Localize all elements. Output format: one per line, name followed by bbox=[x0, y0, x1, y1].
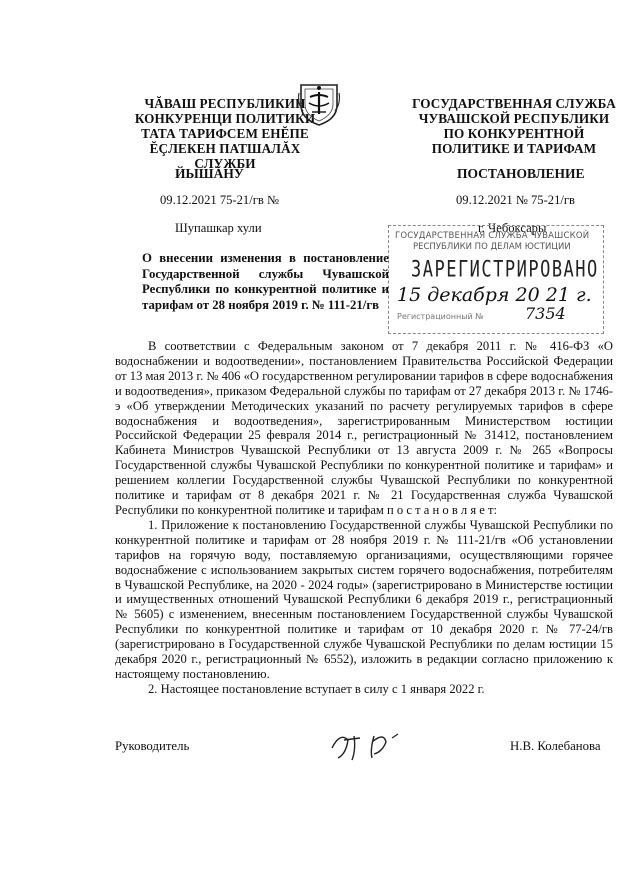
date-number-left: 09.12.2021 75-21/гв № bbox=[160, 193, 279, 207]
document-subject bbox=[142, 251, 389, 313]
stamp-reg-number-label: Регистрационный № bbox=[397, 312, 484, 321]
place-right: г. Чебоксары bbox=[478, 221, 547, 235]
stamp-org-line: ГОСУДАРСТВЕННАЯ СЛУЖБА ЧУВАШСКОЙ bbox=[395, 231, 590, 241]
header-right-line: ПОЛИТИКЕ И ТАРИФАМ bbox=[431, 141, 597, 156]
body-paragraph: В соответствии с Федеральным законом от 7 декабря 2011 г. № 416-ФЗ «О водоснабжении и водоотведении», постановлением Правительства Российской Федерации от 13 мая 2013 г. № 406 «О государственном регулировании тарифов в сфере водоснабжения и водоотведения», приказом Федеральной службы по тарифам от 27 декабря 2013 г. № 1746-э «Об утверждении Методических указаний по расчету регулируемых тарифов в сфере водоснабжения и водоотведения», зарегистрированным Министерством юстиции Российской Федерации 25 февраля 2014 г., регистрационный № 31412, постановлением Кабинета Министров Чувашской Республики от 13 августа 2009 г. № 265 «Вопросы Государственной службы Чувашской Республики по конкурентной политике и тарифам» и решением коллегии Государственной службы Чувашской Республики по конкурентной политике и тарифам от 8 декабря 2021 г. № 21 Государственная служба Чувашской Республики по конкурентной политике и тарифам п о с т а н о в л я е т: bbox=[115, 339, 613, 517]
subject-line: тарифам от 28 ноября 2019 г. № 111-21/гв bbox=[142, 297, 380, 312]
header-left-org bbox=[125, 96, 325, 171]
header-right-line: ЧУВАШСКОЙ РЕСПУБЛИКИ bbox=[418, 111, 610, 126]
doc-type-left: ЙЫШĂНУ bbox=[175, 166, 244, 181]
subject-line: Государственной службы Чувашской bbox=[142, 266, 389, 281]
header-left-line: КОНКУРЕНЦИ ПОЛИТИКИ bbox=[134, 111, 316, 126]
header-left-line: ЧĂВАШ РЕСПУБЛИКИН bbox=[144, 96, 306, 111]
document-body bbox=[115, 339, 613, 697]
doc-type-right: ПОСТАНОВЛЕНИЕ bbox=[457, 166, 585, 181]
registration-stamp bbox=[388, 225, 604, 334]
stamp-registration-date: 15 декабря 20 21 г. bbox=[397, 284, 592, 306]
header-right-line: ПО КОНКУРЕНТНОЙ bbox=[443, 126, 585, 141]
handwritten-signature bbox=[326, 728, 426, 764]
header-left-line: ĔÇЛЕКЕН ПАТШАЛĂХ СЛУЖБИ bbox=[149, 141, 301, 171]
date-number-right: 09.12.2021 № 75-21/гв bbox=[456, 193, 575, 207]
signatory-name: Н.В. Колебанова bbox=[510, 739, 601, 753]
signatory-position: Руководитель bbox=[115, 739, 190, 753]
header-right-org bbox=[410, 96, 618, 156]
chuvash-emblem-icon bbox=[297, 79, 341, 127]
stamp-reg-number: 7354 bbox=[525, 304, 566, 323]
stamp-org-line: РЕСПУБЛИКИ ПО ДЕЛАМ ЮСТИЦИИ bbox=[413, 242, 571, 252]
subject-line: Республики по конкурентной политике и bbox=[142, 282, 389, 296]
header-right-line: ГОСУДАРСТВЕННАЯ СЛУЖБА bbox=[412, 96, 616, 111]
body-paragraph: 2. Настоящее постановление вступает в силу с 1 января 2022 г. bbox=[148, 681, 485, 696]
subject-line: О внесении изменения в постановление bbox=[142, 251, 389, 265]
place-left: Шупашкар хули bbox=[175, 221, 262, 235]
body-paragraph: 1. Приложение к постановлению Государственной службы Чувашской Республики по конкурентной политике и тарифам от 28 ноября 2019 г. № 111-21/гв «Об установлении тарифов на горячую воду, поставляемую организациями, осуществляющими горячее водоснабжение с использованием закрытых систем горячего водоснабжения, потребителям в Чувашской Республике, на 2020 - 2024 годы» (зарегистрировано в Министерстве юстиции и имущественных отношений Чувашской Республики 6 декабря 2019 г., регистрационный № 5605) с изменением, внесенным постановлением Государственной службы Чувашской Республики по конкурентной политике и тарифам от 10 декабря 2020 г. № 77-24/гв (зарегистрировано в Государственной службе Чувашской Республики по делам юстиции 15 декабря 2020 г., регистрационный № 6552), изложить в редакции согласно приложению к настоящему постановлению. bbox=[115, 517, 613, 681]
stamp-registered-label: ЗАРЕГИСТРИРОВАНО bbox=[411, 257, 599, 283]
header-left-line: ТАТА ТАРИФСЕМ ЕНĔПЕ bbox=[141, 126, 309, 141]
